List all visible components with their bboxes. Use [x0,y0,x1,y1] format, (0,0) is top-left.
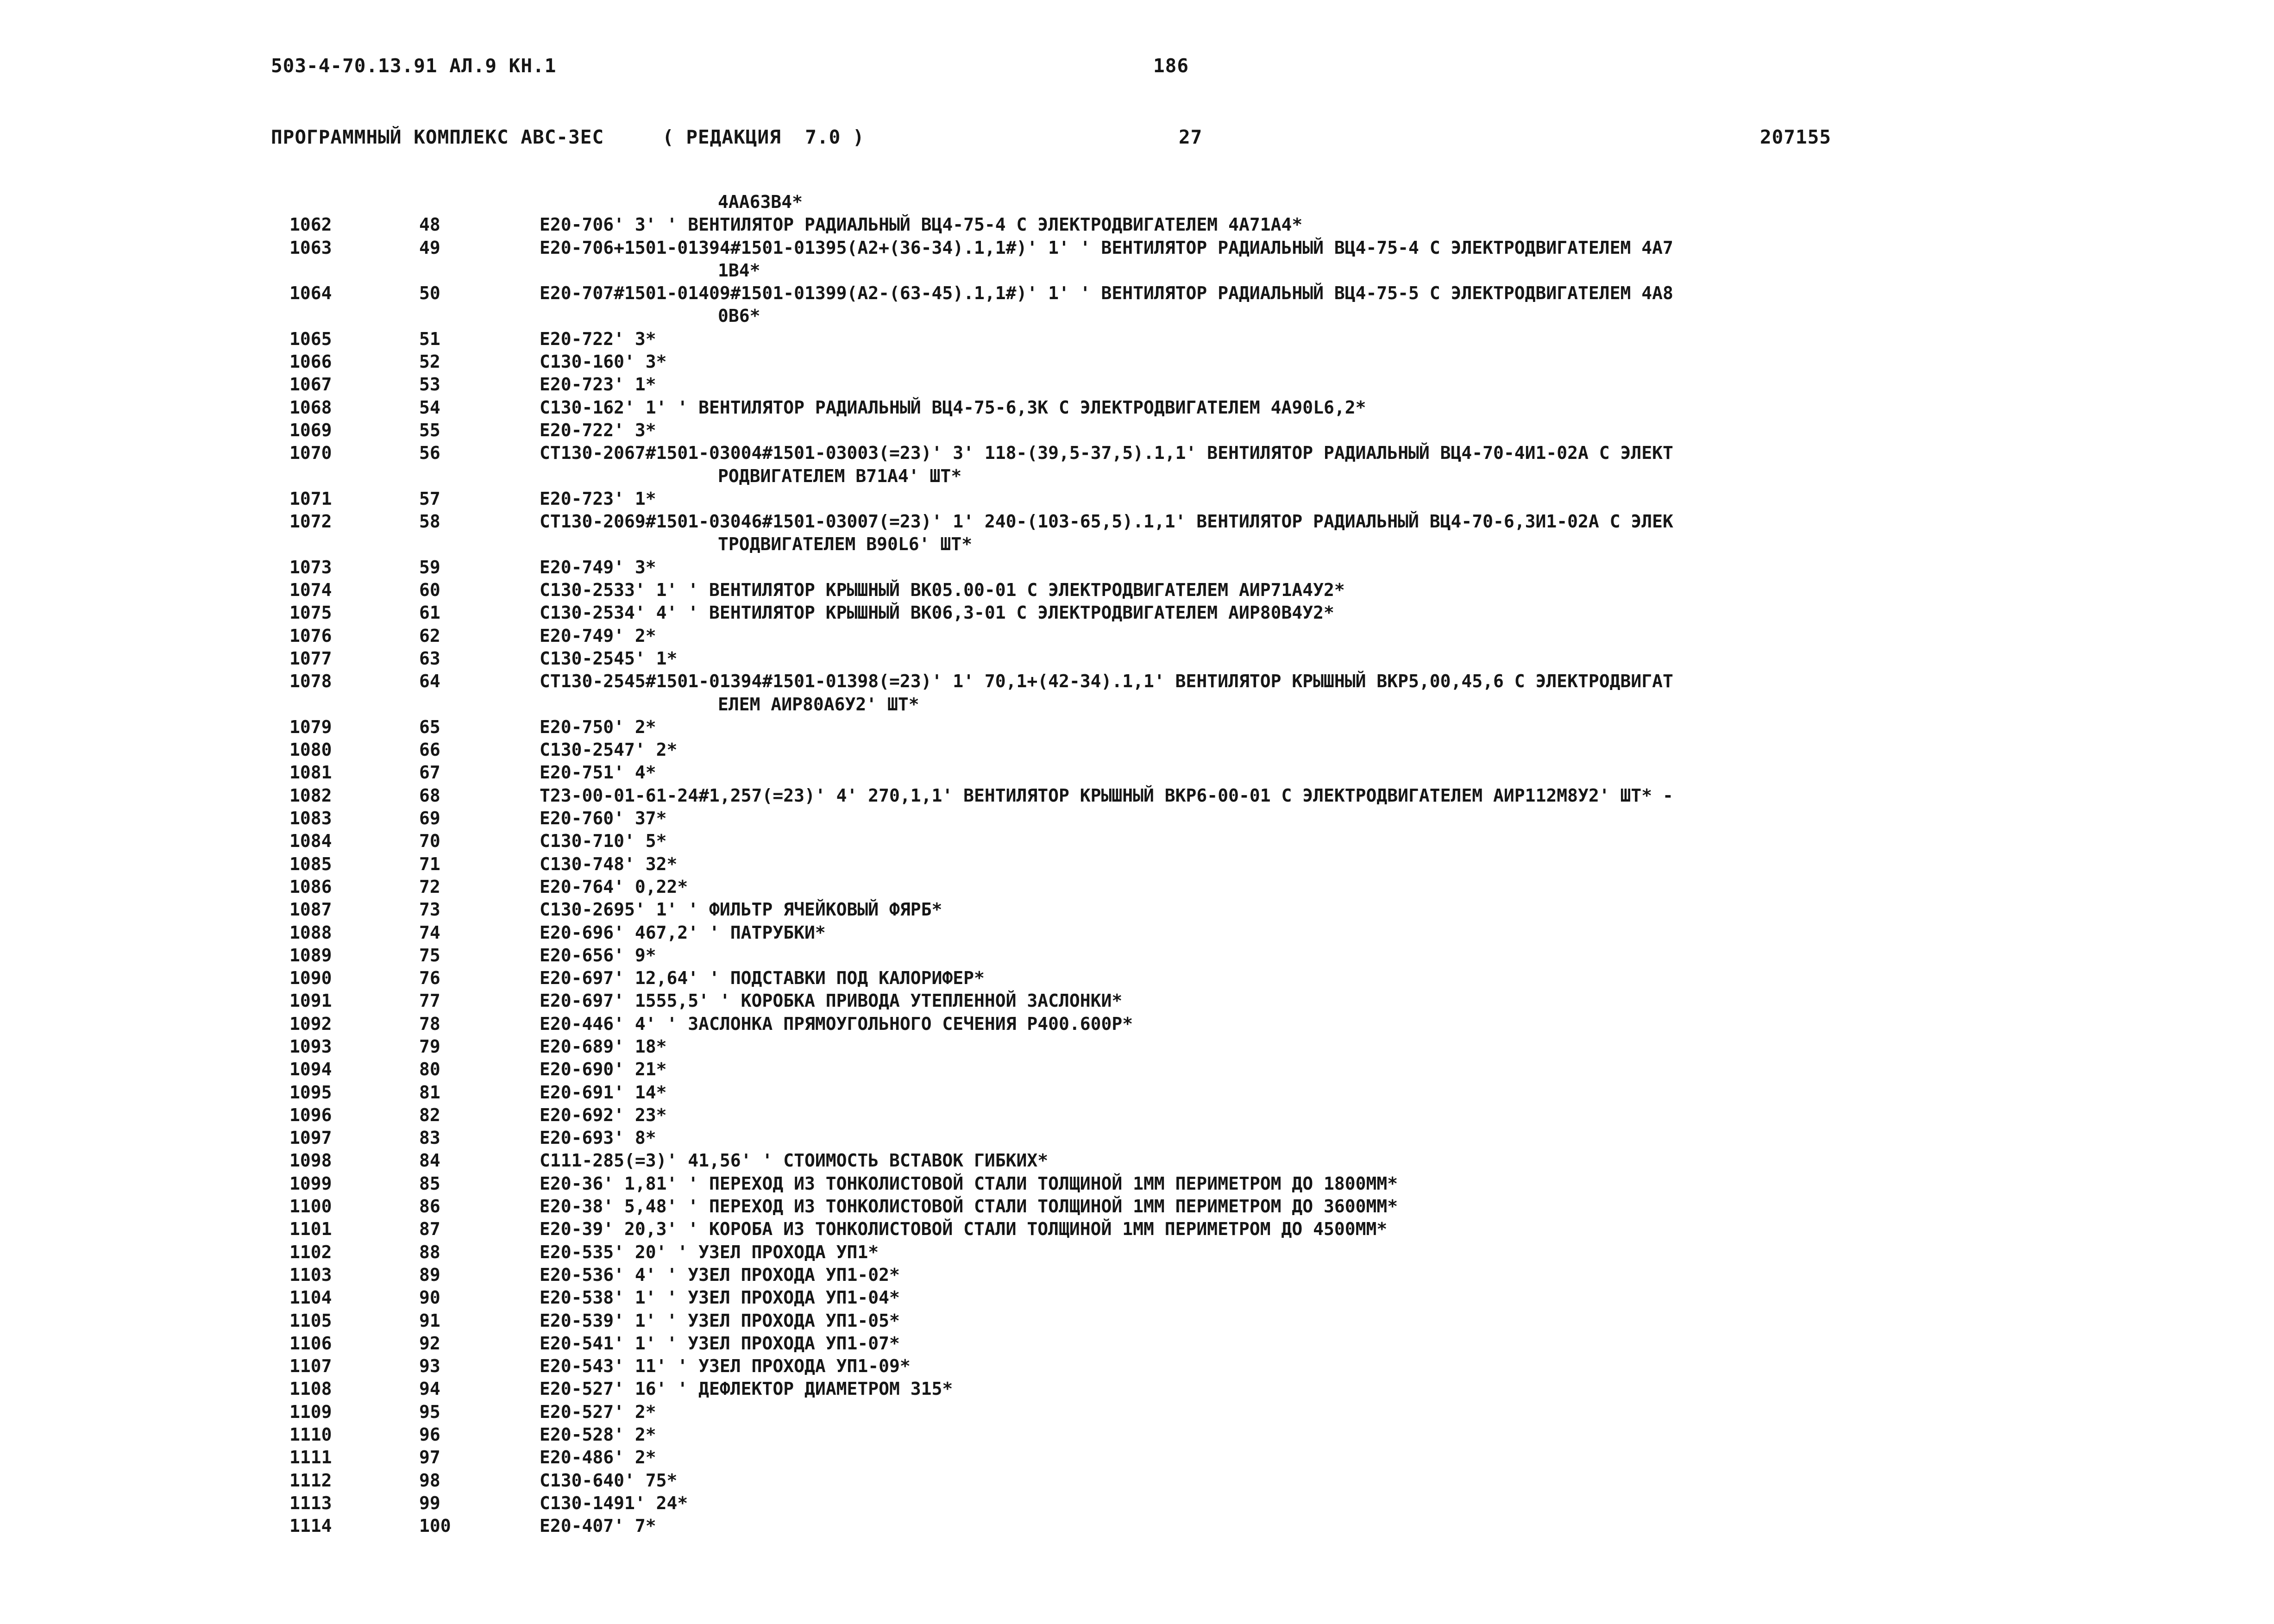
listing-row [0,1195,2274,1218]
row-sequence-number: 1085 [289,853,332,874]
row-sequence-number: 1080 [289,740,332,760]
listing-row [0,1149,2274,1172]
listing-row [0,1378,2274,1400]
row-entry-text: Е20-749' 3* [540,557,656,577]
row-sequence-number: 1090 [289,968,332,989]
row-sequence-number: 1072 [289,511,332,532]
row-entry-text: С130-2534' 4' ' ВЕНТИЛЯТОР КРЫШНЫЙ ВК06,3-01 С ЭЛЕКТРОДВИГАТЕЛЕМ АИР80В4У2* [540,602,1334,623]
listing-continuation-line [0,465,2274,488]
listing-row [0,1173,2274,1195]
row-item-number: 57 [419,488,440,509]
row-item-number: 73 [419,899,440,920]
row-entry-text: Е20-527' 2* [540,1401,656,1422]
row-entry-text: С130-2695' 1' ' ФИЛЬТР ЯЧЕЙКОВЫЙ ФЯРБ* [540,899,942,920]
row-entry-text: Е20-723' 1* [540,488,656,509]
row-entry-text: Е20-760' 37* [540,808,667,829]
listing-row [0,1035,2274,1058]
listing-row [0,625,2274,647]
row-item-number: 63 [419,648,440,669]
row-item-number: 54 [419,397,440,418]
row-sequence-number: 1089 [289,945,332,966]
row-entry-text: СТ130-2069#1501-03046#1501-03007(=23)' 1' 240-(103-65,5).1,1' ВЕНТИЛЯТОР РАДИАЛЬНЫЙ ВЦ4-70-6,3И1-02А С ЭЛЕК [540,511,1673,532]
row-item-number: 94 [419,1379,440,1399]
listing-row [0,830,2274,853]
row-sequence-number: 1074 [289,580,332,601]
row-item-number: 98 [419,1470,440,1491]
row-entry-text: Е20-690' 21* [540,1059,667,1080]
listing-row [0,1286,2274,1309]
row-entry-text: С130-2547' 2* [540,740,678,760]
row-sequence-number: 1091 [289,991,332,1011]
row-sequence-number: 1093 [289,1036,332,1057]
listing-row [0,1469,2274,1492]
row-sequence-number: 1110 [289,1424,332,1445]
row-item-number: 81 [419,1082,440,1103]
row-item-number: 68 [419,785,440,806]
program-name: ПРОГРАММНЫЙ КОМПЛЕКС АВС-3ЕС [271,126,604,148]
row-sequence-number: 1112 [289,1470,332,1491]
row-sequence-number: 1064 [289,283,332,304]
listing-row [0,1127,2274,1149]
listing-row [0,237,2274,259]
row-item-number: 79 [419,1036,440,1057]
row-item-number: 59 [419,557,440,577]
listing-row [0,419,2274,442]
row-entry-text: Е20-691' 14* [540,1082,667,1103]
row-entry-text: Е20-764' 0,22* [540,876,688,897]
listing-row [0,1492,2274,1515]
row-item-number: 92 [419,1333,440,1354]
listing-continuation-line [0,305,2274,327]
row-sequence-number: 1101 [289,1219,332,1240]
listing-row [0,488,2274,510]
row-item-number: 69 [419,808,440,829]
row-entry-text: С130-1491' 24* [540,1492,688,1513]
listing-row [0,1401,2274,1423]
row-entry-text: Е20-536' 4' ' УЗЕЛ ПРОХОДА УП1-02* [540,1264,900,1285]
row-item-number: 66 [419,740,440,760]
row-item-number: 62 [419,625,440,646]
row-entry-text: Е20-749' 2* [540,625,656,646]
row-sequence-number: 1069 [289,420,332,440]
row-entry-text: Е20-538' 1' ' УЗЕЛ ПРОХОДА УП1-04* [540,1287,900,1308]
listing-row [0,1218,2274,1241]
row-item-number: 52 [419,351,440,372]
row-sequence-number: 1066 [289,351,332,372]
listing-row [0,922,2274,944]
row-entry-text: Е20-697' 1555,5' ' КОРОБКА ПРИВОДА УТЕПЛЕННОЙ ЗАСЛОНКИ* [540,991,1123,1011]
row-sequence-number: 1076 [289,625,332,646]
row-entry-text: Е20-543' 11' ' УЗЕЛ ПРОХОДА УП1-09* [540,1356,911,1377]
row-item-number: 96 [419,1424,440,1445]
listing-row [0,1423,2274,1446]
row-item-number: 91 [419,1310,440,1331]
listing-row [0,967,2274,990]
page-number: 186 [1153,55,1189,77]
row-sequence-number: 1109 [289,1401,332,1422]
row-entry-text: С130-160' 3* [540,351,667,372]
row-item-number: 65 [419,716,440,737]
row-item-number: 80 [419,1059,440,1080]
row-sequence-number: 1111 [289,1447,332,1468]
listing-row [0,579,2274,602]
row-sequence-number: 1086 [289,876,332,897]
row-sequence-number: 1099 [289,1173,332,1194]
row-item-number: 100 [419,1516,451,1536]
row-entry-text: Е20-707#1501-01409#1501-01399(А2-(63-45).1,1#)' 1' ' ВЕНТИЛЯТОР РАДИАЛЬНЫЙ ВЦ4-75-5 С ЭЛЕКТРОДВИГАТЕЛЕМ 4А8 [540,283,1673,304]
row-sequence-number: 1079 [289,716,332,737]
row-item-number: 61 [419,602,440,623]
listing-row [0,898,2274,921]
row-item-number: 85 [419,1173,440,1194]
row-item-number: 89 [419,1264,440,1285]
listing-row [0,1332,2274,1355]
row-entry-text: Е20-706' 3' ' ВЕНТИЛЯТОР РАДИАЛЬНЫЙ ВЦ4-75-4 С ЭЛЕКТРОДВИГАТЕЛЕМ 4А71А4* [540,214,1303,235]
row-sequence-number: 1062 [289,214,332,235]
listing-row [0,1515,2274,1537]
listing-row [0,647,2274,670]
row-sequence-number: 1083 [289,808,332,829]
row-sequence-number: 1113 [289,1492,332,1513]
row-entry-text: ЕЛЕМ АИР80А6У2' ШТ* [718,694,919,715]
row-entry-text: Е20-486' 2* [540,1447,656,1468]
listing-row [0,373,2274,396]
row-item-number: 84 [419,1150,440,1171]
row-entry-text: Е20-535' 20' ' УЗЕЛ ПРОХОДА УП1* [540,1242,879,1262]
row-item-number: 58 [419,511,440,532]
sheet-number: 27 [1179,126,1203,148]
row-entry-text: Е20-693' 8* [540,1128,656,1148]
row-item-number: 71 [419,853,440,874]
row-sequence-number: 1068 [289,397,332,418]
row-item-number: 86 [419,1196,440,1217]
row-item-number: 55 [419,420,440,440]
row-sequence-number: 1073 [289,557,332,577]
listing-row [0,1013,2274,1035]
row-entry-text: Е20-722' 3* [540,328,656,349]
row-entry-text: 4АА63В4* [718,192,803,212]
row-entry-text: Е20-527' 16' ' ДЕФЛЕКТОР ДИАМЕТРОМ 315* [540,1379,953,1399]
row-sequence-number: 1071 [289,488,332,509]
row-item-number: 67 [419,762,440,783]
listing-continuation-line [0,191,2274,213]
listing-row [0,990,2274,1012]
row-item-number: 75 [419,945,440,966]
listing-row [0,1081,2274,1104]
listing-row [0,328,2274,351]
row-sequence-number: 1114 [289,1516,332,1536]
row-entry-text: Е20-528' 2* [540,1424,656,1445]
document-code: 207155 [1760,126,1832,148]
row-item-number: 82 [419,1104,440,1125]
row-entry-text: Т23-00-01-61-24#1,257(=23)' 4' 270,1,1' ВЕНТИЛЯТОР КРЫШНЫЙ ВКР6-00-01 С ЭЛЕКТРОДВИГАТЕЛЕМ АИР112М8У2' ШТ* - [540,785,1673,806]
row-sequence-number: 1104 [289,1287,332,1308]
row-item-number: 77 [419,991,440,1011]
row-item-number: 72 [419,876,440,897]
row-entry-text: Е20-407' 7* [540,1516,656,1536]
row-sequence-number: 1088 [289,922,332,943]
row-item-number: 99 [419,1492,440,1513]
row-sequence-number: 1087 [289,899,332,920]
row-entry-text: СТ130-2545#1501-01394#1501-01398(=23)' 1' 70,1+(42-34).1,1' ВЕНТИЛЯТОР КРЫШНЫЙ ВКР5,00,45,6 С ЭЛЕКТРОДВИГАТ [540,671,1673,692]
row-sequence-number: 1063 [289,237,332,258]
estimate-listing [0,191,2274,1538]
row-sequence-number: 1107 [289,1356,332,1377]
row-entry-text: Е20-750' 2* [540,716,656,737]
listing-row [0,1104,2274,1127]
listing-row [0,1446,2274,1469]
row-entry-text: С111-285(=3)' 41,56' ' СТОИМОСТЬ ВСТАВОК ГИБКИХ* [540,1150,1049,1171]
row-entry-text: С130-640' 75* [540,1470,678,1491]
row-item-number: 97 [419,1447,440,1468]
row-entry-text: С130-162' 1' ' ВЕНТИЛЯТОР РАДИАЛЬНЫЙ ВЦ4-75-6,3К С ЭЛЕКТРОДВИГАТЕЛЕМ 4А90L6,2* [540,397,1366,418]
listing-continuation-line [0,259,2274,282]
document-reference: 503-4-70.13.91 АЛ.9 КН.1 [271,55,557,77]
row-item-number: 56 [419,443,440,464]
row-sequence-number: 1082 [289,785,332,806]
row-item-number: 50 [419,283,440,304]
row-entry-text: Е20-706+1501-01394#1501-01395(А2+(36-34).1,1#)' 1' ' ВЕНТИЛЯТОР РАДИАЛЬНЫЙ ВЦ4-75-4 С ЭЛЕКТРОДВИГАТЕЛЕМ 4А7 [540,237,1673,258]
row-entry-text: Е20-751' 4* [540,762,656,783]
row-sequence-number: 1098 [289,1150,332,1171]
row-item-number: 49 [419,237,440,258]
row-entry-text: Е20-38' 5,48' ' ПЕРЕХОД ИЗ ТОНКОЛИСТОВОЙ СТАЛИ ТОЛЩИНОЙ 1ММ ПЕРИМЕТРОМ ДО 3600ММ* [540,1196,1398,1217]
row-entry-text: ТРОДВИГАТЕЛЕМ В90L6' ШТ* [718,534,973,555]
listing-row [0,1241,2274,1264]
row-item-number: 70 [419,831,440,852]
listing-row [0,1058,2274,1081]
row-entry-text: СТ130-2067#1501-03004#1501-03003(=23)' 3' 118-(39,5-37,5).1,1' ВЕНТИЛЯТОР РАДИАЛЬНЫЙ ВЦ4-70-4И1-02А С ЭЛЕКТ [540,443,1673,464]
listing-continuation-line [0,533,2274,556]
row-item-number: 53 [419,374,440,395]
row-entry-text: Е20-697' 12,64' ' ПОДСТАВКИ ПОД КАЛОРИФЕР* [540,968,985,989]
row-entry-text: Е20-723' 1* [540,374,656,395]
listing-row [0,1264,2274,1286]
row-sequence-number: 1103 [289,1264,332,1285]
listing-row [0,670,2274,693]
row-sequence-number: 1081 [289,762,332,783]
row-sequence-number: 1084 [289,831,332,852]
row-sequence-number: 1108 [289,1379,332,1399]
listing-row [0,1310,2274,1332]
row-entry-text: С130-710' 5* [540,831,667,852]
row-item-number: 78 [419,1013,440,1034]
row-entry-text: Е20-446' 4' ' ЗАСЛОНКА ПРЯМОУГОЛЬНОГО СЕЧЕНИЯ Р400.600Р* [540,1013,1133,1034]
row-entry-text: РОДВИГАТЕЛЕМ В71А4' ШТ* [718,465,962,486]
row-sequence-number: 1097 [289,1128,332,1148]
row-entry-text: Е20-39' 20,3' ' КОРОБА ИЗ ТОНКОЛИСТОВОЙ СТАЛИ ТОЛЩИНОЙ 1ММ ПЕРИМЕТРОМ ДО 4500ММ* [540,1219,1388,1240]
listing-row [0,556,2274,579]
row-item-number: 87 [419,1219,440,1240]
listing-row [0,602,2274,624]
listing-row [0,213,2274,236]
row-item-number: 64 [419,671,440,692]
row-entry-text: С130-748' 32* [540,853,678,874]
row-sequence-number: 1096 [289,1104,332,1125]
listing-row [0,944,2274,967]
row-sequence-number: 1092 [289,1013,332,1034]
row-sequence-number: 1094 [289,1059,332,1080]
listing-row [0,716,2274,739]
row-entry-text: Е20-696' 467,2' ' ПАТРУБКИ* [540,922,826,943]
row-sequence-number: 1105 [289,1310,332,1331]
row-sequence-number: 1102 [289,1242,332,1262]
row-item-number: 48 [419,214,440,235]
row-sequence-number: 1095 [289,1082,332,1103]
row-entry-text: Е20-656' 9* [540,945,656,966]
row-sequence-number: 1065 [289,328,332,349]
row-entry-text: Е20-722' 3* [540,420,656,440]
listing-row [0,351,2274,373]
listing-row [0,510,2274,533]
row-sequence-number: 1078 [289,671,332,692]
row-entry-text: 1В4* [718,260,760,281]
row-item-number: 51 [419,328,440,349]
row-item-number: 88 [419,1242,440,1262]
row-entry-text: Е20-689' 18* [540,1036,667,1057]
row-sequence-number: 1106 [289,1333,332,1354]
row-entry-text: 0В6* [718,306,760,326]
listing-row [0,853,2274,876]
listing-row [0,442,2274,464]
row-entry-text: С130-2533' 1' ' ВЕНТИЛЯТОР КРЫШНЫЙ ВК05.00-01 С ЭЛЕКТРОДВИГАТЕЛЕМ АИР71А4У2* [540,580,1345,601]
row-sequence-number: 1075 [289,602,332,623]
listing-row [0,396,2274,419]
row-sequence-number: 1077 [289,648,332,669]
row-item-number: 90 [419,1287,440,1308]
row-item-number: 83 [419,1128,440,1148]
listing-continuation-line [0,693,2274,716]
row-entry-text: Е20-692' 23* [540,1104,667,1125]
listing-row [0,739,2274,761]
row-item-number: 60 [419,580,440,601]
row-entry-text: Е20-539' 1' ' УЗЕЛ ПРОХОДА УП1-05* [540,1310,900,1331]
row-entry-text: С130-2545' 1* [540,648,678,669]
row-sequence-number: 1100 [289,1196,332,1217]
row-item-number: 93 [419,1356,440,1377]
row-item-number: 76 [419,968,440,989]
listing-row [0,807,2274,830]
listing-row [0,1355,2274,1378]
row-entry-text: Е20-36' 1,81' ' ПЕРЕХОД ИЗ ТОНКОЛИСТОВОЙ СТАЛИ ТОЛЩИНОЙ 1ММ ПЕРИМЕТРОМ ДО 1800ММ* [540,1173,1398,1194]
listing-row [0,761,2274,784]
listing-row [0,784,2274,807]
row-item-number: 95 [419,1401,440,1422]
program-edition: ( РЕДАКЦИЯ 7.0 ) [662,126,865,148]
row-sequence-number: 1067 [289,374,332,395]
row-entry-text: Е20-541' 1' ' УЗЕЛ ПРОХОДА УП1-07* [540,1333,900,1354]
listing-row [0,876,2274,898]
listing-row [0,282,2274,305]
row-sequence-number: 1070 [289,443,332,464]
row-item-number: 74 [419,922,440,943]
